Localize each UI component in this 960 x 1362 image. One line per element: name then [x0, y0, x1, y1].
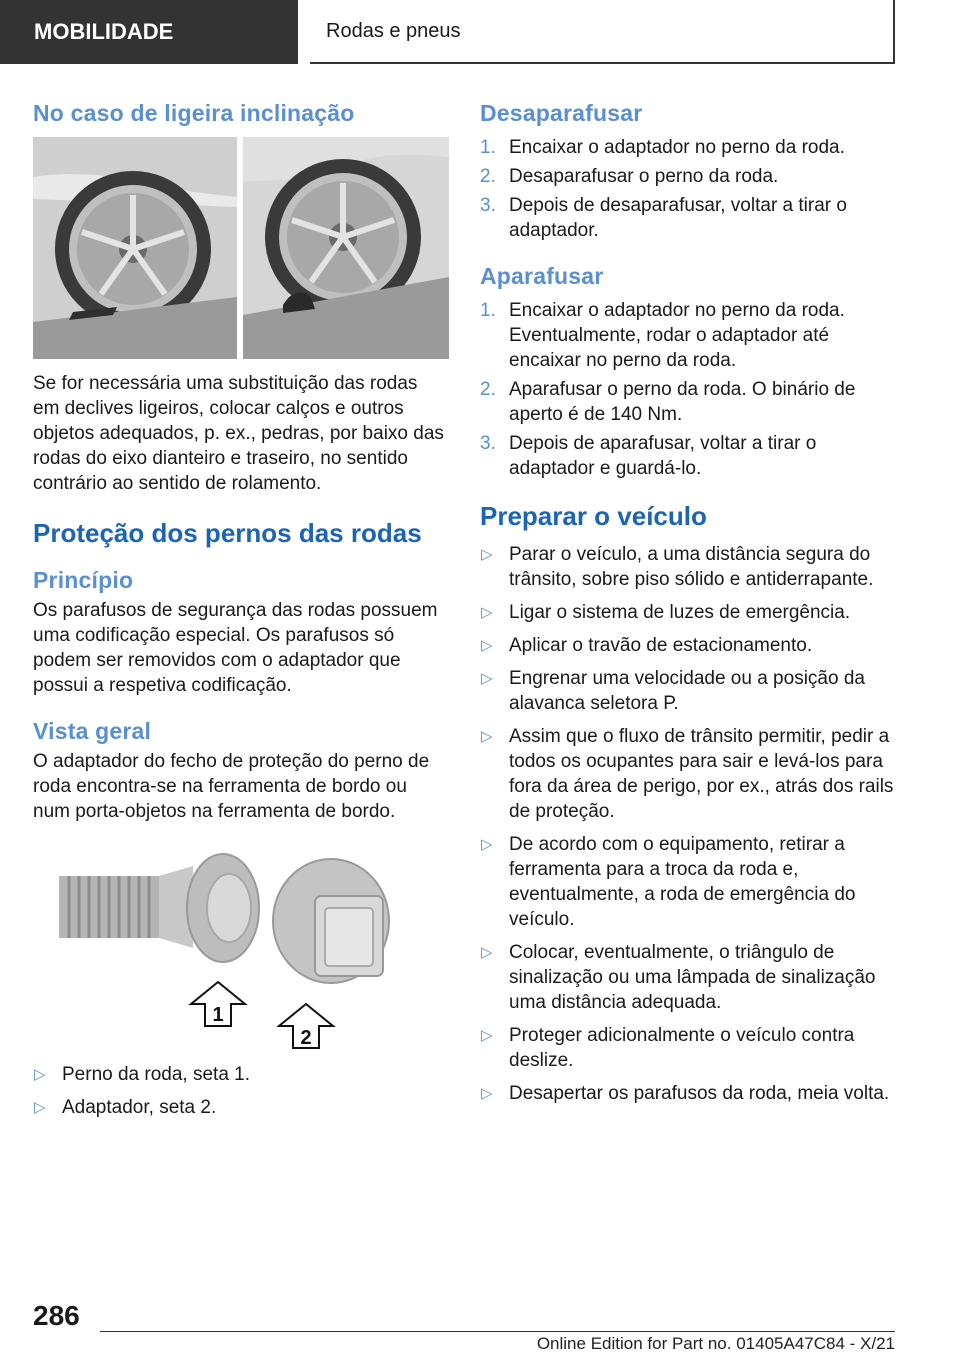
- left-column: [33, 100, 449, 1128]
- triangle-bullet-icon: ▷: [481, 944, 493, 961]
- incline-text: Se for necessária uma substituição das rodas em declives ligeiros, colocar calços e outros objetos adequados, p. ex., pedras, por baixo das rodas do eixo dianteiro e traseiro, no sentido contrário ao sentido de rolamento.: [33, 373, 444, 494]
- list-item: 3. Depois de desaparafusar, voltar a tirar o adaptador.: [480, 195, 847, 241]
- list-item: ▷ Parar o veículo, a uma distância segura do trânsito, sobre piso sólido e antiderrapante.: [481, 544, 874, 590]
- car-wheels-on-slope-image: [33, 137, 449, 359]
- list-item: ▷ Adaptador, seta 2.: [34, 1097, 217, 1118]
- triangle-bullet-icon: ▷: [481, 1085, 493, 1102]
- footer-divider: [100, 1331, 895, 1332]
- triangle-bullet-icon: ▷: [481, 604, 493, 621]
- wheel-bolt-and-adapter-image: [33, 846, 449, 1056]
- bolt-adapter-figure: [33, 846, 449, 1056]
- overview-heading: Vista geral: [33, 718, 152, 744]
- list-item: ▷ De acordo com o equipamento, retirar a ferramenta para a troca da roda e, eventualmente, a roda de emergência do veículo.: [481, 834, 856, 930]
- triangle-bullet-icon: ▷: [34, 1099, 46, 1116]
- list-item: ▷ Desapertar os parafusos da roda, meia volta.: [481, 1083, 890, 1104]
- list-item: 2. Aparafusar o perno da roda. O binário de aperto é de 140 Nm.: [480, 379, 856, 425]
- page-header: [0, 0, 960, 66]
- prepare-items: [480, 542, 900, 1106]
- right-column: [480, 100, 900, 1114]
- list-item: ▷ Aplicar o travão de estacionamento.: [481, 635, 813, 656]
- incline-heading: No caso de ligeira inclinação: [33, 100, 355, 126]
- incline-illustration: [33, 137, 449, 359]
- triangle-bullet-icon: ▷: [481, 1027, 493, 1044]
- principle-heading: Princípio: [33, 567, 134, 593]
- list-item: ▷ Colocar, eventualmente, o triângulo de sinalização ou uma lâmpada de sinalização uma distância adequada.: [481, 942, 876, 1013]
- triangle-bullet-icon: ▷: [34, 1066, 46, 1083]
- page-number: 286: [33, 1300, 80, 1331]
- unscrew-heading: Desaparafusar: [480, 100, 643, 126]
- list-item: ▷ Ligar o sistema de luzes de emergência.: [481, 602, 851, 623]
- triangle-bullet-icon: ▷: [481, 637, 493, 654]
- list-item: ▷ Engrenar uma velocidade ou a posição da alavanca seletora P.: [481, 668, 865, 714]
- triangle-bullet-icon: ▷: [481, 670, 493, 687]
- edition-note: Online Edition for Part no. 01405A47C84 - X/21: [536, 1334, 895, 1353]
- figure-legend: [33, 1062, 449, 1120]
- section-tab: MOBILIDADE: [0, 0, 298, 64]
- list-item: ▷ Assim que o fluxo de trânsito permitir, pedir a todos os ocupantes para sair e levá-los para fora da área de perigo, por ex., atrás dos rails de proteção.: [481, 726, 894, 822]
- list-item: 3. Depois de aparafusar, voltar a tirar o adaptador e guardá-lo.: [480, 433, 817, 479]
- protection-heading: Proteção dos pernos das rodas: [33, 518, 422, 548]
- screw-heading: Aparafusar: [480, 263, 604, 289]
- screw-steps: [480, 298, 900, 481]
- triangle-bullet-icon: ▷: [481, 728, 493, 745]
- principle-text: Os parafusos de segurança das rodas possuem uma codificação especial. Os parafusos só podem ser removidos com o adaptador que possui a respetiva codificação.: [33, 600, 438, 696]
- figure-label-1: 1: [212, 1004, 224, 1026]
- list-item: ▷ Perno da roda, seta 1.: [34, 1064, 251, 1085]
- list-item: 1. Encaixar o adaptador no perno da roda.: [480, 137, 845, 158]
- triangle-bullet-icon: ▷: [481, 546, 493, 563]
- list-item: ▷ Proteger adicionalmente o veículo contra deslize.: [481, 1025, 855, 1071]
- prepare-heading: Preparar o veículo: [480, 501, 707, 531]
- unscrew-steps: [480, 135, 900, 243]
- overview-text: O adaptador do fecho de proteção do perno de roda encontra-se na ferramenta de bordo ou num porta-objetos na ferramenta de bordo.: [33, 751, 430, 822]
- triangle-bullet-icon: ▷: [481, 836, 493, 853]
- chapter-title: Rodas e pneus: [310, 0, 895, 64]
- list-item: 1. Encaixar o adaptador no perno da roda. Eventualmente, rodar o adaptador até encaixar no perno da roda.: [480, 300, 845, 371]
- list-item: 2. Desaparafusar o perno da roda.: [480, 166, 779, 187]
- figure-label-2: 2: [300, 1027, 312, 1049]
